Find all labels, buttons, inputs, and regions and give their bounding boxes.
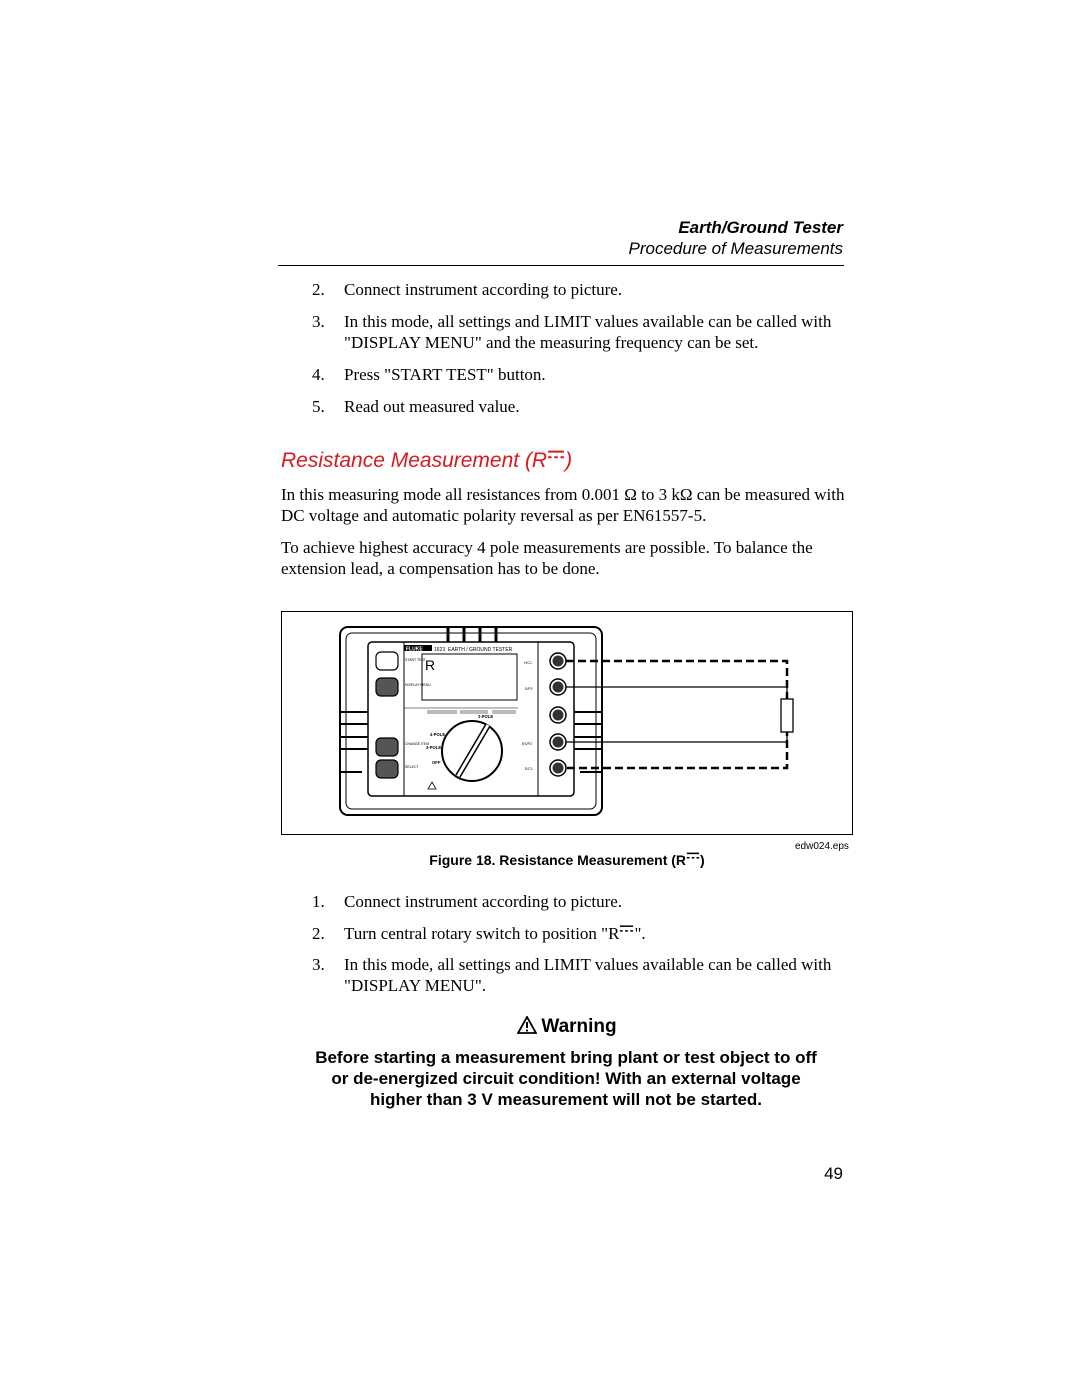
start-test-label: START TEST bbox=[405, 658, 426, 662]
terminal-label-hc1: H/C1 bbox=[524, 661, 532, 665]
dial-label-4pole: 4-POLE bbox=[430, 732, 446, 737]
section-title-text: Resistance Measurement (R bbox=[281, 449, 548, 472]
warning-triangle-icon bbox=[517, 1016, 537, 1034]
step-number: 2. bbox=[312, 924, 325, 943]
step-item bbox=[312, 954, 852, 998]
start-test-button bbox=[376, 652, 398, 670]
dial-label-off: OFF bbox=[432, 760, 441, 765]
step-text: Read out measured value. bbox=[344, 397, 520, 416]
dc-symbol-icon bbox=[686, 851, 700, 861]
wiring-diagram bbox=[282, 612, 851, 833]
dc-symbol-icon bbox=[619, 924, 634, 934]
figure-caption bbox=[281, 851, 853, 868]
resistor-symbol bbox=[781, 699, 793, 732]
select-button bbox=[376, 760, 398, 778]
step-text: In this mode, all settings and LIMIT values available can be called with "DISPLAY MENU". bbox=[344, 955, 832, 995]
sense-lead-top bbox=[566, 687, 787, 699]
current-lead-dashed bbox=[566, 661, 787, 768]
device-name: EARTH / GROUND TESTER bbox=[448, 647, 513, 653]
step-number: 3. bbox=[312, 955, 325, 974]
terminal-label-esp2: ES/P2 bbox=[522, 742, 532, 746]
display-menu-button bbox=[376, 678, 398, 696]
step-text: Press "START TEST" button. bbox=[344, 365, 546, 384]
header-rule bbox=[278, 265, 844, 266]
running-header-subtitle: Procedure of Measurements bbox=[628, 239, 843, 258]
select-label: SELECT bbox=[405, 765, 419, 769]
change-item-label: CHANGE ITEM bbox=[405, 742, 430, 746]
step-item bbox=[312, 311, 852, 355]
step-text: Connect instrument according to picture. bbox=[344, 892, 623, 911]
change-item-button bbox=[376, 738, 398, 756]
figure-filename: edw024.eps bbox=[795, 841, 849, 852]
device-model: 1623 bbox=[434, 647, 446, 653]
device-brand: FLUKE bbox=[406, 646, 423, 653]
step-text: In this mode, all settings and LIMIT values available can be called with "DISPLAY MENU" and the measuring frequency can be set. bbox=[344, 312, 832, 352]
step-text-suffix: ". bbox=[634, 924, 646, 943]
terminal-label-ec1: E/C1 bbox=[525, 767, 533, 771]
body-paragraph: In this measuring mode all resistances from 0.001 Ω to 3 kΩ can be measured with DC voltage and automatic polarity reversal as per EN61557-5. bbox=[281, 485, 845, 525]
step-number: 3. bbox=[312, 312, 325, 331]
body-paragraph: To achieve highest accuracy 4 pole measurements are possible. To balance the extension lead, a compensation has to be done. bbox=[281, 538, 813, 578]
step-number: 1. bbox=[312, 892, 325, 911]
page-number: 49 bbox=[824, 1164, 843, 1183]
dc-symbol-icon bbox=[547, 449, 565, 461]
step-number: 5. bbox=[312, 397, 325, 416]
warning-title bbox=[281, 1016, 853, 1038]
step-text bbox=[344, 923, 844, 944]
figure-frame bbox=[281, 611, 853, 835]
section-title bbox=[281, 449, 572, 473]
lcd-readout: R bbox=[425, 657, 436, 673]
section-title-suffix: ) bbox=[565, 449, 573, 472]
dial-label-2pole: 2-POLE bbox=[478, 714, 494, 719]
terminal-label-sp2: S/P2 bbox=[525, 687, 533, 691]
warning-body: Before starting a measurement bring plant or test object to off or de-energized circuit condition! With an external voltage higher than 3 V measurement will not be started. bbox=[315, 1048, 817, 1109]
figure-caption-suffix: ) bbox=[700, 852, 705, 868]
running-header-title: Earth/Ground Tester bbox=[678, 218, 843, 237]
step-text: Connect instrument according to picture. bbox=[344, 280, 623, 299]
figure-caption-text: Figure 18. Resistance Measurement (R bbox=[429, 852, 687, 868]
display-menu-label: DISPLAY MENU bbox=[405, 683, 431, 687]
dial-label-3pole: 3-POLE bbox=[426, 745, 442, 750]
step-number: 4. bbox=[312, 365, 325, 384]
step-number: 2. bbox=[312, 280, 325, 299]
warning-title-text: Warning bbox=[541, 1016, 617, 1037]
step-text-prefix: Turn central rotary switch to position "R bbox=[344, 924, 620, 943]
